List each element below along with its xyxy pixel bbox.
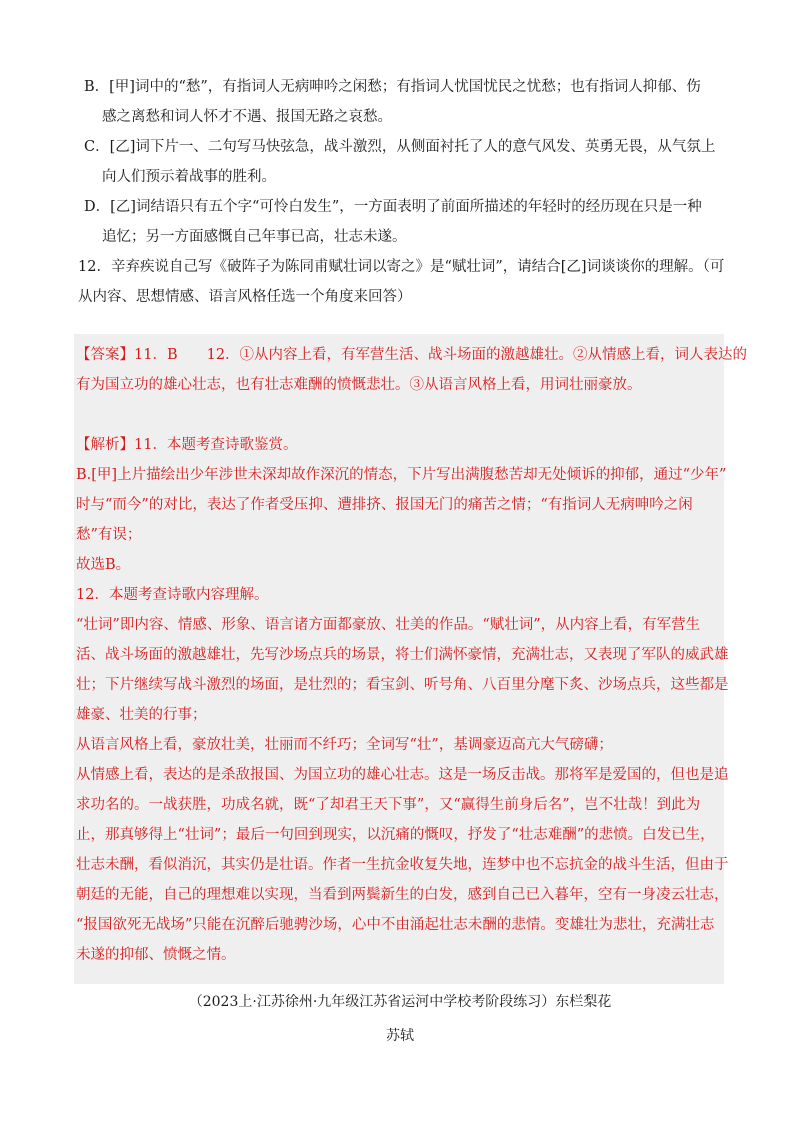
analysis-12-line-4: 壮；下片继续写战斗激烈的场面，是壮烈的；看宝剑、听号角、八百里分麾下炙、沙场点兵，这些都是: [76, 677, 729, 693]
question-12: [78, 252, 725, 312]
question-12-line-2: 从内容、思想情感、语言风格任选一个角度来回答）: [78, 289, 412, 305]
analysis-12-line-3: 活、战斗场面的激越雄壮，先写沙场点兵的场景，将士们满怀豪情，充满壮志，又表现了军队的威武雄: [76, 647, 729, 663]
analysis-12-line-13: 未遂的抑郁、愤慨之情。: [76, 947, 236, 963]
analysis-12-line-6: 从语言风格上看，豪放壮美，壮丽而不纤巧；全词写“壮”，基调豪迈高亢大气磅礴；: [76, 737, 613, 753]
analysis-12-line-2: “壮词”即内容、情感、形象、语言诸方面都豪放、壮美的作品。“赋壮词”，从内容上看，有军营生: [76, 617, 701, 633]
analysis-12-line-8: 求功名的。一战获胜，功成名就，既“了却君王天下事”，又“赢得生前身后名”，岂不壮哉！到此为: [76, 797, 701, 813]
option-c-line-1: C．[乙]词下片一、二句写马快弦急，战斗激烈，从侧面衬托了人的意气风发、英勇无畏，从气氛上: [84, 139, 716, 155]
question-options-block: [78, 72, 725, 312]
poem-source-heading: （2023上·江苏徐州·九年级江苏省运河中学校考阶段练习）东栏梨花: [188, 994, 612, 1010]
analysis-12-line-9: 止，那真够得上“壮词”；最后一句回到现实，以沉痛的慨叹，抒发了“壮志难酬”的悲愤。白发已生，: [76, 827, 715, 843]
answer-section: [76, 340, 748, 970]
analysis-12-line-7: 从情感上看，表达的是杀敌报国、为国立功的雄心壮志。这是一场反击战。那将军是爱国的，但也是追: [76, 767, 729, 783]
option-b-line-2: 感之离愁和词人怀才不遇、报国无路之哀愁。: [102, 109, 392, 125]
option-b: [84, 72, 724, 132]
answer-line-2: 有为国立功的雄心壮志，也有壮志难酬的愤慨悲壮。③从语言风格上看，用词壮丽豪放。: [76, 377, 642, 393]
analysis-11-line-4: 愁”有误；: [76, 527, 142, 543]
option-d-line-1: D．[乙]词结语只有五个字“可怜白发生”，一方面表明了前面所描述的年轻时的经历现在只是一种: [84, 199, 702, 215]
question-12-line-1: 12．辛弃疾说自己写《破阵子为陈同甫赋壮词以寄之》是“赋壮词”，请结合[乙]词谈谈你的理解。（可: [78, 259, 725, 275]
analysis-12-line-11: 朝廷的无能，自己的理想难以实现，当看到两鬓新生的白发，感到自己已入暮年，空有一身凌云壮志，: [76, 887, 729, 903]
option-d-line-2: 追忆；另一方面感慨自己年事已高，壮志未遂。: [102, 229, 407, 245]
analysis-12-line-12: “报国欲死无战场”只能在沉醉后驰骋沙场，心中不由涌起壮志未酬的悲情。变雄壮为悲壮，充满壮志: [76, 917, 715, 933]
poem-author: 苏轼: [386, 1028, 414, 1044]
option-c: [84, 132, 724, 192]
option-d: [84, 192, 724, 252]
analysis-12-line-10: 壮志未酬，看似消沉，其实仍是壮语。作者一生抗金收复失地，连梦中也不忘抗金的战斗生活，但由于: [76, 857, 729, 873]
option-b-line-1: B．[甲]词中的“愁”，有指词人无病呻吟之闲愁；有指词人忧国忧民之忧愁；也有指词人抑郁、伤: [84, 79, 701, 95]
analysis-12-line-1: 12．本题考查诗歌内容理解。: [76, 587, 269, 603]
analysis-12-line-5: 雄豪、壮美的行事；: [76, 707, 207, 723]
analysis-11-line-3: 时与“而今”的对比，表达了作者受压抑、遭排挤、报国无门的痛苦之情；“有指词人无病呻吟之闲: [76, 497, 693, 513]
answer-line-1: 【答案】11．B 12．①从内容上看，有军营生活、战斗场面的激越雄壮。②从情感上看，词人表达的: [76, 347, 748, 363]
analysis-11-line-1: 【解析】11．本题考查诗歌鉴赏。: [76, 437, 298, 453]
analysis-11-line-5: 故选B。: [76, 557, 131, 573]
analysis-11-line-2: B.[甲]上片描绘出少年涉世未深却故作深沉的情态，下片写出满腹愁苦却无处倾诉的抑郁，通过“少年”: [76, 467, 727, 483]
option-c-line-2: 向人们预示着战事的胜利。: [102, 169, 276, 185]
